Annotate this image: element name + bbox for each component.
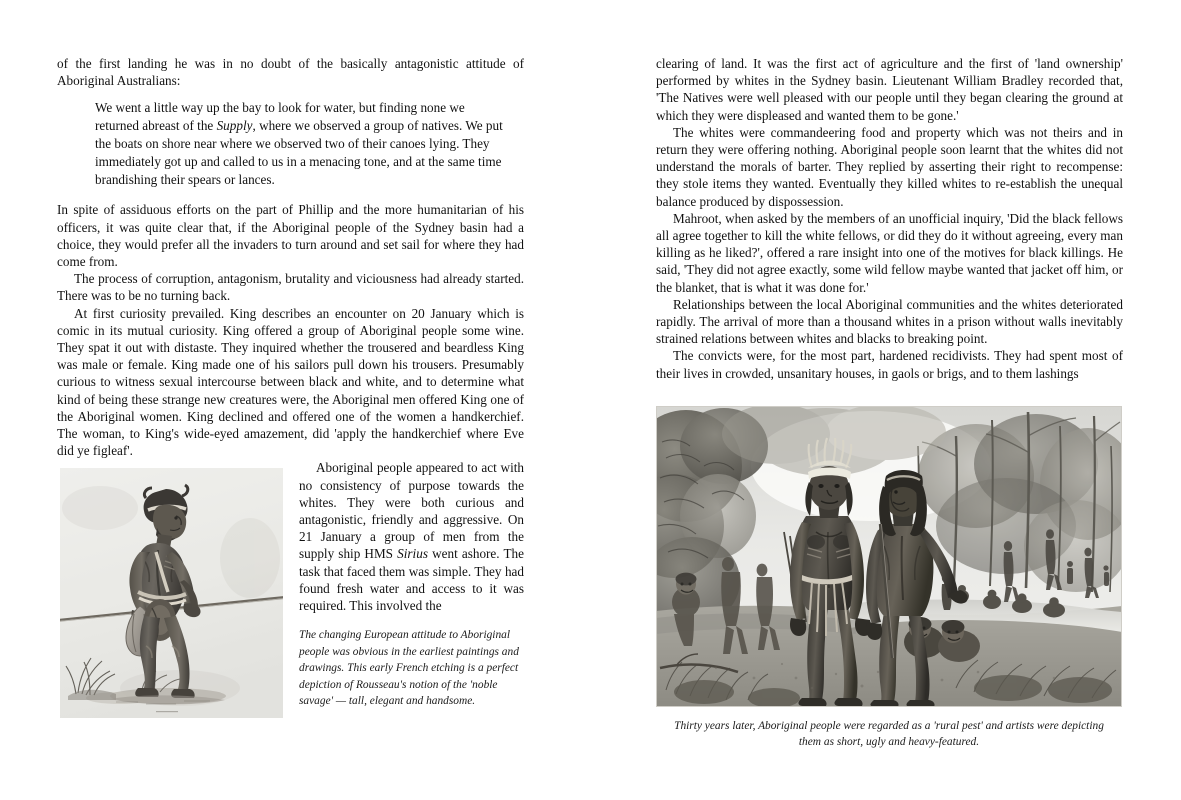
caption-right-figure: Thirty years later, Aboriginal people were regarded as a 'rural pest' and artists were depicting them as short, ugly and heavy-featured. xyxy=(674,719,1104,749)
wrapped-part-1: Aboriginal people appeared to act with no consistency of purpose towards the whites. They were both curious and antagonistic, friendly and aggressive. On 21 January a group of men from the supply ship HMS xyxy=(299,460,524,562)
right-artwork-frame xyxy=(656,406,1122,707)
right-page xyxy=(590,0,1181,800)
paragraph-left-1: of the first landing he was in no doubt of the basically antagonistic attitude of Aboriginal Australians: xyxy=(57,56,524,89)
paragraph-right-1: clearing of land. It was the first act of agriculture and the first of 'land ownership' performed by whites in the Sydney basin. Lieutenant William Bradley recorded that, 'The Natives were well pleased with our people until they began clearing the ground at which they were displeased and wanted them to be gone.' xyxy=(656,56,1123,123)
french-etching-aboriginal-man-with-spear-icon xyxy=(60,468,283,718)
left-page xyxy=(0,0,590,800)
paragraph-right-5: The convicts were, for the most part, hardened recidivists. They had spent most of their lives in crowded, unsanitary houses, in gaols or brigs, and to them lashings xyxy=(656,348,1123,381)
extract-part-2: , where we observed a group of natives. We put the boats on shore near where we observed two of their canoes lying. They immediately got up and called to us in a menacing tone, and at the same time brandishing their spears or lances. xyxy=(95,118,503,188)
paragraph-left-4: At first curiosity prevailed. King describes an encounter on 20 January which is comic in its mutual curiosity. King offered a group of Aboriginal people some wine. They spat it out with distaste. They inquired whether the trousered and beardless King was male or female. King made one of his sailors pull down his trousers. Presumably curious to witness sexual intercourse between black and white, and to determine what kind of being these strange new creatures were, the Aboriginal men offered King one of the Aboriginal women. King declined and offered one of the women a handkerchief. The woman, to King's wide-eyed amazement, did 'apply the handkerchief where Eve did ye figleaf'. xyxy=(57,305,524,459)
left-flow-wrap-region xyxy=(57,459,524,709)
paragraph-right-4: Relationships between the local Aboriginal communities and the whites deteriorated rapidly. The arrival of more than a thousand whites in a prison without walls inevitably strained relations between whites and blacks to breaking point. xyxy=(656,296,1123,347)
wrapped-italic-sirius: Sirius xyxy=(397,546,428,562)
paragraph-left-3: The process of corruption, antagonism, brutality and viciousness had already started. There was to be no turning back. xyxy=(57,271,524,304)
paragraph-left-2: In spite of assiduous efforts on the part of Phillip and the more humanitarian of his officers, it was quite clear that, if the Aboriginal people of the Sydney basin had a choice, they would prefer all the invaders to turn around and set sail for where they had come from. xyxy=(57,202,524,270)
figure-left-etching xyxy=(60,468,283,718)
wrapped-part-2: went ashore. The task that faced them was simple. They had found fresh water and access to it was required. This involved the xyxy=(299,546,524,614)
extract-text xyxy=(95,99,510,189)
paragraph-right-2: The whites were commandeering food and property which was not theirs and in return they were offering nothing. Aboriginal people soon learnt that the whites did not understand the morals of barter. They replied by asserting their right to recompense: they stole items they wanted. Eventually they killed whites to re-establish the unequal balance produced by dispossession. xyxy=(656,124,1123,209)
left-artwork-frame xyxy=(60,468,283,718)
extract-italic-supply: Supply xyxy=(216,118,253,134)
block-quote-extract xyxy=(57,99,524,189)
caption-left-figure: The changing European attitude to Aboriginal people was obvious in the earliest paintings and drawings. This early French etching is a perfect depiction of Rousseau's notion of the 'noble savage' — tall, elegant and handsome. xyxy=(299,629,519,707)
extract-part-1: We went a little way up the bay to look for water, but finding none we returned abreast of the xyxy=(95,100,465,134)
paragraph-right-3: Mahroot, when asked by the members of an unofficial inquiry, 'Did the black fellows all agree together to kill the white fellows, or did they do it without agreeing, every man killing as he liked?', offered a rare insight into one of the motives for black killings. He said, 'They did not agree exactly, some wild fellow maybe wanted that jacket off him, or the blanket, that is what it was done for.' xyxy=(656,210,1123,295)
bush-scene-two-aboriginal-men-colonial-painting-icon xyxy=(656,406,1122,707)
figure-right-bush-scene xyxy=(656,406,1122,751)
